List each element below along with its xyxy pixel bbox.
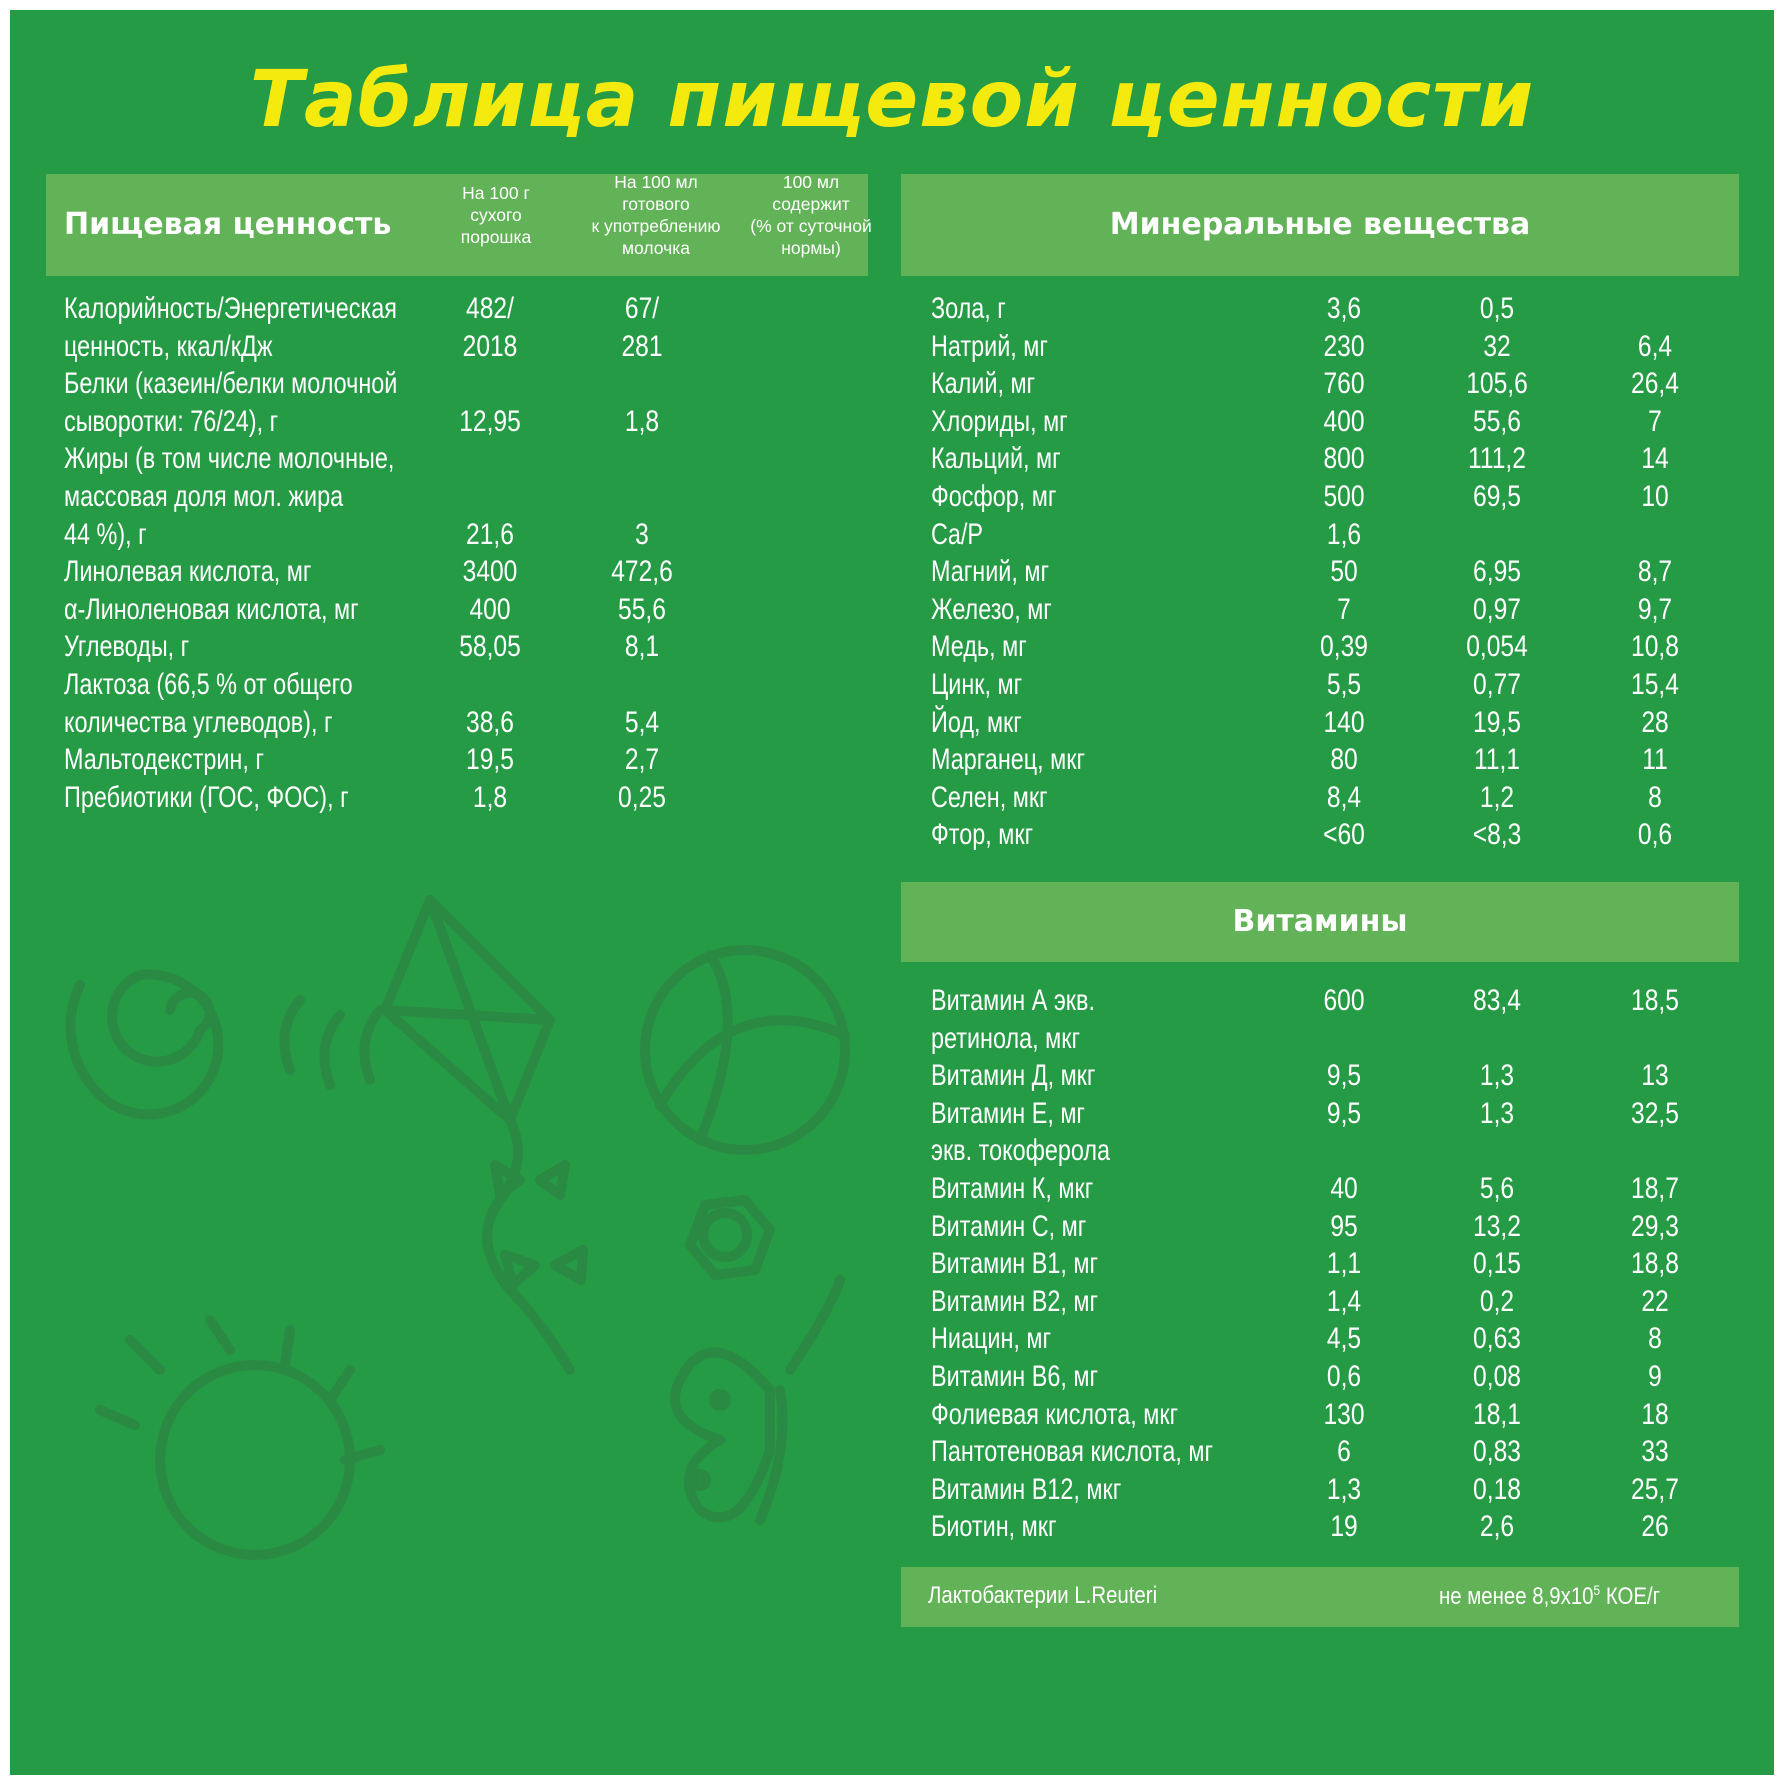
nutrition-row-label: массовая доля мол. жира (64, 480, 344, 513)
minerals-row-label: Фтор, мкг (931, 818, 1034, 852)
minerals-row-value: 760 (1323, 367, 1365, 401)
nutrition-row-value: 472,6 (611, 555, 673, 589)
vitamins-row-value: 5,6 (1479, 1172, 1515, 1205)
vitamins-row-label: Витамин В12, мкг (931, 1472, 1122, 1506)
vitamins-row-value: 4,5 (1326, 1322, 1362, 1356)
minerals-row-value: 0,97 (1473, 592, 1521, 626)
nutrition-row-label: Белки (казеин/белки молочной (64, 367, 398, 401)
vitamins-row-value: 600 (1323, 984, 1365, 1017)
vitamins-row-label: Витамин Д, мкг (931, 1059, 1096, 1093)
vitamins-row-label: Витамин В6, мг (931, 1360, 1098, 1393)
nutrition-row-label: 44 %), г (64, 517, 147, 551)
minerals-header-title: Минеральные вещества (1109, 207, 1531, 242)
vitamins-row-value: 0,2 (1479, 1284, 1515, 1318)
nutrition-row-value: 58,05 (459, 630, 521, 664)
minerals-row-value: 1,6 (1326, 517, 1362, 551)
minerals-row-value: 8,7 (1637, 555, 1673, 589)
minerals-row-label: Железо, мг (931, 592, 1052, 626)
minerals-row-value: 32 (1483, 329, 1511, 363)
nutrition-row-value: 0,25 (618, 780, 666, 814)
vitamins-row-value: 18,5 (1631, 984, 1679, 1017)
minerals-row-label: Натрий, мг (931, 329, 1048, 363)
minerals-row-value: <60 (1323, 818, 1365, 852)
nutrition-row-value: 55,6 (618, 592, 666, 626)
minerals-row-value: 8 (1648, 780, 1662, 814)
vitamins-row-value: 1,3 (1479, 1096, 1515, 1130)
minerals-row-value: 0,054 (1466, 630, 1528, 664)
minerals-row-value: 3,6 (1326, 292, 1362, 325)
minerals-row-label: Цинк, мг (931, 668, 1023, 701)
vitamins-row-value: 33 (1641, 1435, 1669, 1469)
nutrition-row-value: 8,1 (624, 630, 660, 664)
nutrition-row-value: 400 (469, 592, 511, 626)
minerals-row-value: 6,4 (1637, 329, 1673, 363)
minerals-row-value: 10 (1641, 480, 1669, 513)
minerals-row-label: Зола, г (931, 292, 1006, 325)
vitamins-row-label: Фолиевая кислота, мкг (931, 1397, 1179, 1431)
nutrition-row-label: Мальтодекстрин, г (64, 743, 264, 777)
vitamins-row-value: 22 (1641, 1284, 1669, 1318)
vitamins-row-value: 1,3 (1326, 1472, 1362, 1506)
minerals-row-value: 11 (1642, 743, 1668, 777)
sun-doodle (160, 1365, 350, 1555)
nutrition-row-value: 1,8 (624, 404, 660, 438)
minerals-row-label: Кальций, мг (931, 442, 1061, 476)
vitamins-row-value: 0,63 (1473, 1322, 1521, 1356)
minerals-row-label: Магний, мг (931, 555, 1049, 589)
vitamins-row-value: 0,83 (1473, 1435, 1521, 1469)
nutrition-row-label: Линолевая кислота, мг (64, 555, 312, 589)
vitamins-row-value: 0,18 (1473, 1472, 1521, 1506)
vitamins-row-value: 18,8 (1631, 1247, 1679, 1281)
nutrition-row-value: 3 (635, 517, 649, 551)
minerals-row-value: 0,39 (1320, 630, 1368, 664)
minerals-row-value: 1,2 (1479, 780, 1515, 814)
minerals-row-value: 111,2 (1468, 442, 1526, 476)
minerals-row-label: Хлориды, мг (931, 404, 1068, 438)
minerals-row-value: 0,6 (1637, 818, 1673, 852)
vitamins-row-value: 1,4 (1326, 1284, 1362, 1318)
vitamins-row-label: Биотин, мкг (931, 1510, 1057, 1544)
vitamins-row-label: ретинола, мкг (931, 1021, 1080, 1055)
vitamins-row-value: 18,7 (1631, 1172, 1679, 1205)
minerals-row-label: Ca/P (931, 517, 984, 551)
minerals-row-label: Марганец, мкг (931, 743, 1086, 777)
nutrition-row-value: 2,7 (624, 743, 660, 777)
minerals-row-label: Медь, мг (931, 630, 1027, 664)
nutrition-row-label: Пребиотики (ГОС, ФОС), г (64, 780, 349, 814)
vitamins-row-value: 95 (1330, 1209, 1358, 1243)
minerals-row-value: 7 (1337, 592, 1351, 626)
nutrition-row-value: 281 (621, 329, 663, 363)
vitamins-row-value: 1,1 (1326, 1247, 1362, 1281)
minerals-row-value: 11,1 (1473, 743, 1521, 777)
vitamins-row-value: 29,3 (1631, 1209, 1679, 1243)
minerals-row-value: 69,5 (1473, 480, 1521, 513)
vitamins-row-label: Витамин С, мг (931, 1209, 1087, 1243)
vitamins-row-label: Витамин Е, мг (931, 1096, 1085, 1130)
vitamins-row-value: 0,08 (1473, 1360, 1521, 1393)
vitamins-row-value: 18,1 (1473, 1397, 1521, 1431)
nutrition-header-title: Пищевая ценность (64, 207, 392, 242)
minerals-row-value: 230 (1323, 329, 1365, 363)
ball-doodle (645, 950, 845, 1150)
column-per-100g: На 100 г сухого порошка (460, 183, 532, 247)
vitamins-header (901, 882, 1739, 962)
nutrition-board (10, 10, 1774, 1775)
minerals-row-value: 6,95 (1473, 555, 1521, 589)
nutrition-row-label: Калорийность/Энергетическая (64, 292, 397, 325)
kite-doodle (385, 900, 550, 1120)
vitamins-row-value: 0,6 (1326, 1360, 1362, 1393)
minerals-row-value: 9,7 (1637, 592, 1673, 626)
minerals-row-value: <8,3 (1472, 818, 1522, 852)
vitamins-row-value: 0,15 (1473, 1247, 1521, 1281)
minerals-row-value: 50 (1330, 555, 1358, 589)
nutrition-row-value: 1,8 (472, 780, 508, 814)
vitamins-row-value: 6 (1337, 1435, 1351, 1469)
minerals-header (901, 174, 1739, 276)
vitamins-row-value: 19 (1330, 1510, 1358, 1544)
vitamins-row-value: 25,7 (1631, 1472, 1679, 1506)
minerals-row-value: 105,6 (1466, 367, 1528, 401)
nutrition-row-label: Углеводы, г (64, 630, 190, 664)
minerals-row-value: 5,5 (1326, 668, 1362, 701)
nutrition-row-value: 5,4 (624, 705, 660, 739)
vitamins-row-label: Пантотеновая кислота, мг (931, 1435, 1213, 1469)
minerals-row-value: 0,77 (1473, 668, 1521, 701)
vitamins-row-value: 8 (1648, 1322, 1662, 1356)
vitamins-row-value: 13,2 (1473, 1209, 1521, 1243)
minerals-row-value: 28 (1641, 705, 1669, 739)
minerals-row-value: 8,4 (1326, 780, 1362, 814)
nutrition-row-value: 38,6 (466, 705, 514, 739)
nutrition-row-value: 67/ (624, 292, 660, 325)
vitamins-row-value: 9,5 (1326, 1059, 1362, 1093)
grass-doodle (284, 1000, 380, 1085)
vitamins-header-title: Витамины (1232, 904, 1408, 939)
nutrition-header (46, 172, 872, 276)
vitamins-row-label: Ниацин, мг (931, 1322, 1052, 1356)
minerals-row-value: 26,4 (1631, 367, 1679, 401)
vitamins-row-value: 2,6 (1479, 1510, 1515, 1544)
page-title: Таблица пищевой ценности (249, 55, 1535, 145)
minerals-row-label: Йод, мкг (931, 705, 1022, 739)
minerals-row-value: 19,5 (1473, 705, 1521, 739)
minerals-row-value: 14 (1641, 442, 1669, 476)
nutrition-row-value: 19,5 (466, 743, 514, 777)
vitamins-row-value: 26 (1641, 1510, 1669, 1544)
vitamins-row-label: Витамин А экв. (931, 984, 1095, 1017)
vitamins-row-value: 1,3 (1479, 1059, 1515, 1093)
minerals-row-value: 10,8 (1631, 630, 1679, 664)
minerals-row-value: 7 (1648, 404, 1662, 438)
vitamins-row-value: 9,5 (1326, 1096, 1362, 1130)
minerals-row-label: Селен, мкг (931, 780, 1048, 814)
vitamins-row-value: 18 (1641, 1397, 1669, 1431)
vitamins-row-value: 83,4 (1473, 984, 1521, 1017)
nutrition-row-label: сыворотки: 76/24), г (64, 404, 279, 438)
minerals-row-value: 55,6 (1473, 404, 1521, 438)
vitamins-row-value: 40 (1330, 1172, 1358, 1205)
minerals-row-value: 140 (1323, 705, 1365, 739)
minerals-row-value: 0,5 (1479, 292, 1515, 325)
minerals-row-value: 500 (1323, 480, 1365, 513)
nutrition-row-value: 3400 (462, 555, 518, 589)
nutrition-row-value: 2018 (462, 329, 518, 363)
vitamins-row-value: 130 (1323, 1397, 1365, 1431)
minerals-row-value: 400 (1323, 404, 1365, 438)
lactobacteria-label: Лактобактерии L.Reuteri (928, 1582, 1158, 1609)
nutrition-row-label: α-Линоленовая кислота, мг (64, 592, 359, 626)
minerals-row-value: 800 (1323, 442, 1365, 476)
minerals-row-value: 15,4 (1631, 668, 1679, 701)
vitamins-row-value: 9 (1648, 1360, 1662, 1393)
vitamins-row-label: Витамин К, мкг (931, 1172, 1094, 1205)
column-daily-percent: 100 мл содержит (% от суточной нормы) (750, 172, 872, 258)
vitamins-row-value: 13 (1641, 1059, 1669, 1093)
nutrition-row-label: ценность, ккал/кДж (64, 329, 273, 363)
nutrition-row-label: Жиры (в том числе молочные, (64, 442, 395, 476)
minerals-row-label: Калий, мг (931, 367, 1036, 401)
nutrition-row-value: 21,6 (466, 517, 514, 551)
vitamins-row-label: Витамин В1, мг (931, 1247, 1098, 1281)
minerals-row-value: 80 (1330, 743, 1358, 777)
lactobacteria-value: не менее $8,9х10^5$ КОЕ/г (1439, 1582, 1661, 1610)
nutrition-row-value: 482/ (466, 292, 514, 325)
vitamins-row-value: 32,5 (1631, 1096, 1679, 1130)
minerals-row-label: Фосфор, мг (931, 480, 1057, 513)
vitamins-row-label: экв. токоферола (931, 1134, 1111, 1168)
column-per-100ml: На 100 мл готового к употреблению молочка (591, 172, 721, 258)
nutrition-row-label: Лактоза (66,5 % от общего (64, 668, 353, 701)
spiral-doodle (71, 974, 219, 1114)
lactobacteria-band (901, 1567, 1739, 1627)
nutrition-row-label: количества углеводов), г (64, 705, 333, 739)
vitamins-row-label: Витамин В2, мг (931, 1284, 1098, 1318)
nutrition-row-value: 12,95 (459, 404, 521, 438)
